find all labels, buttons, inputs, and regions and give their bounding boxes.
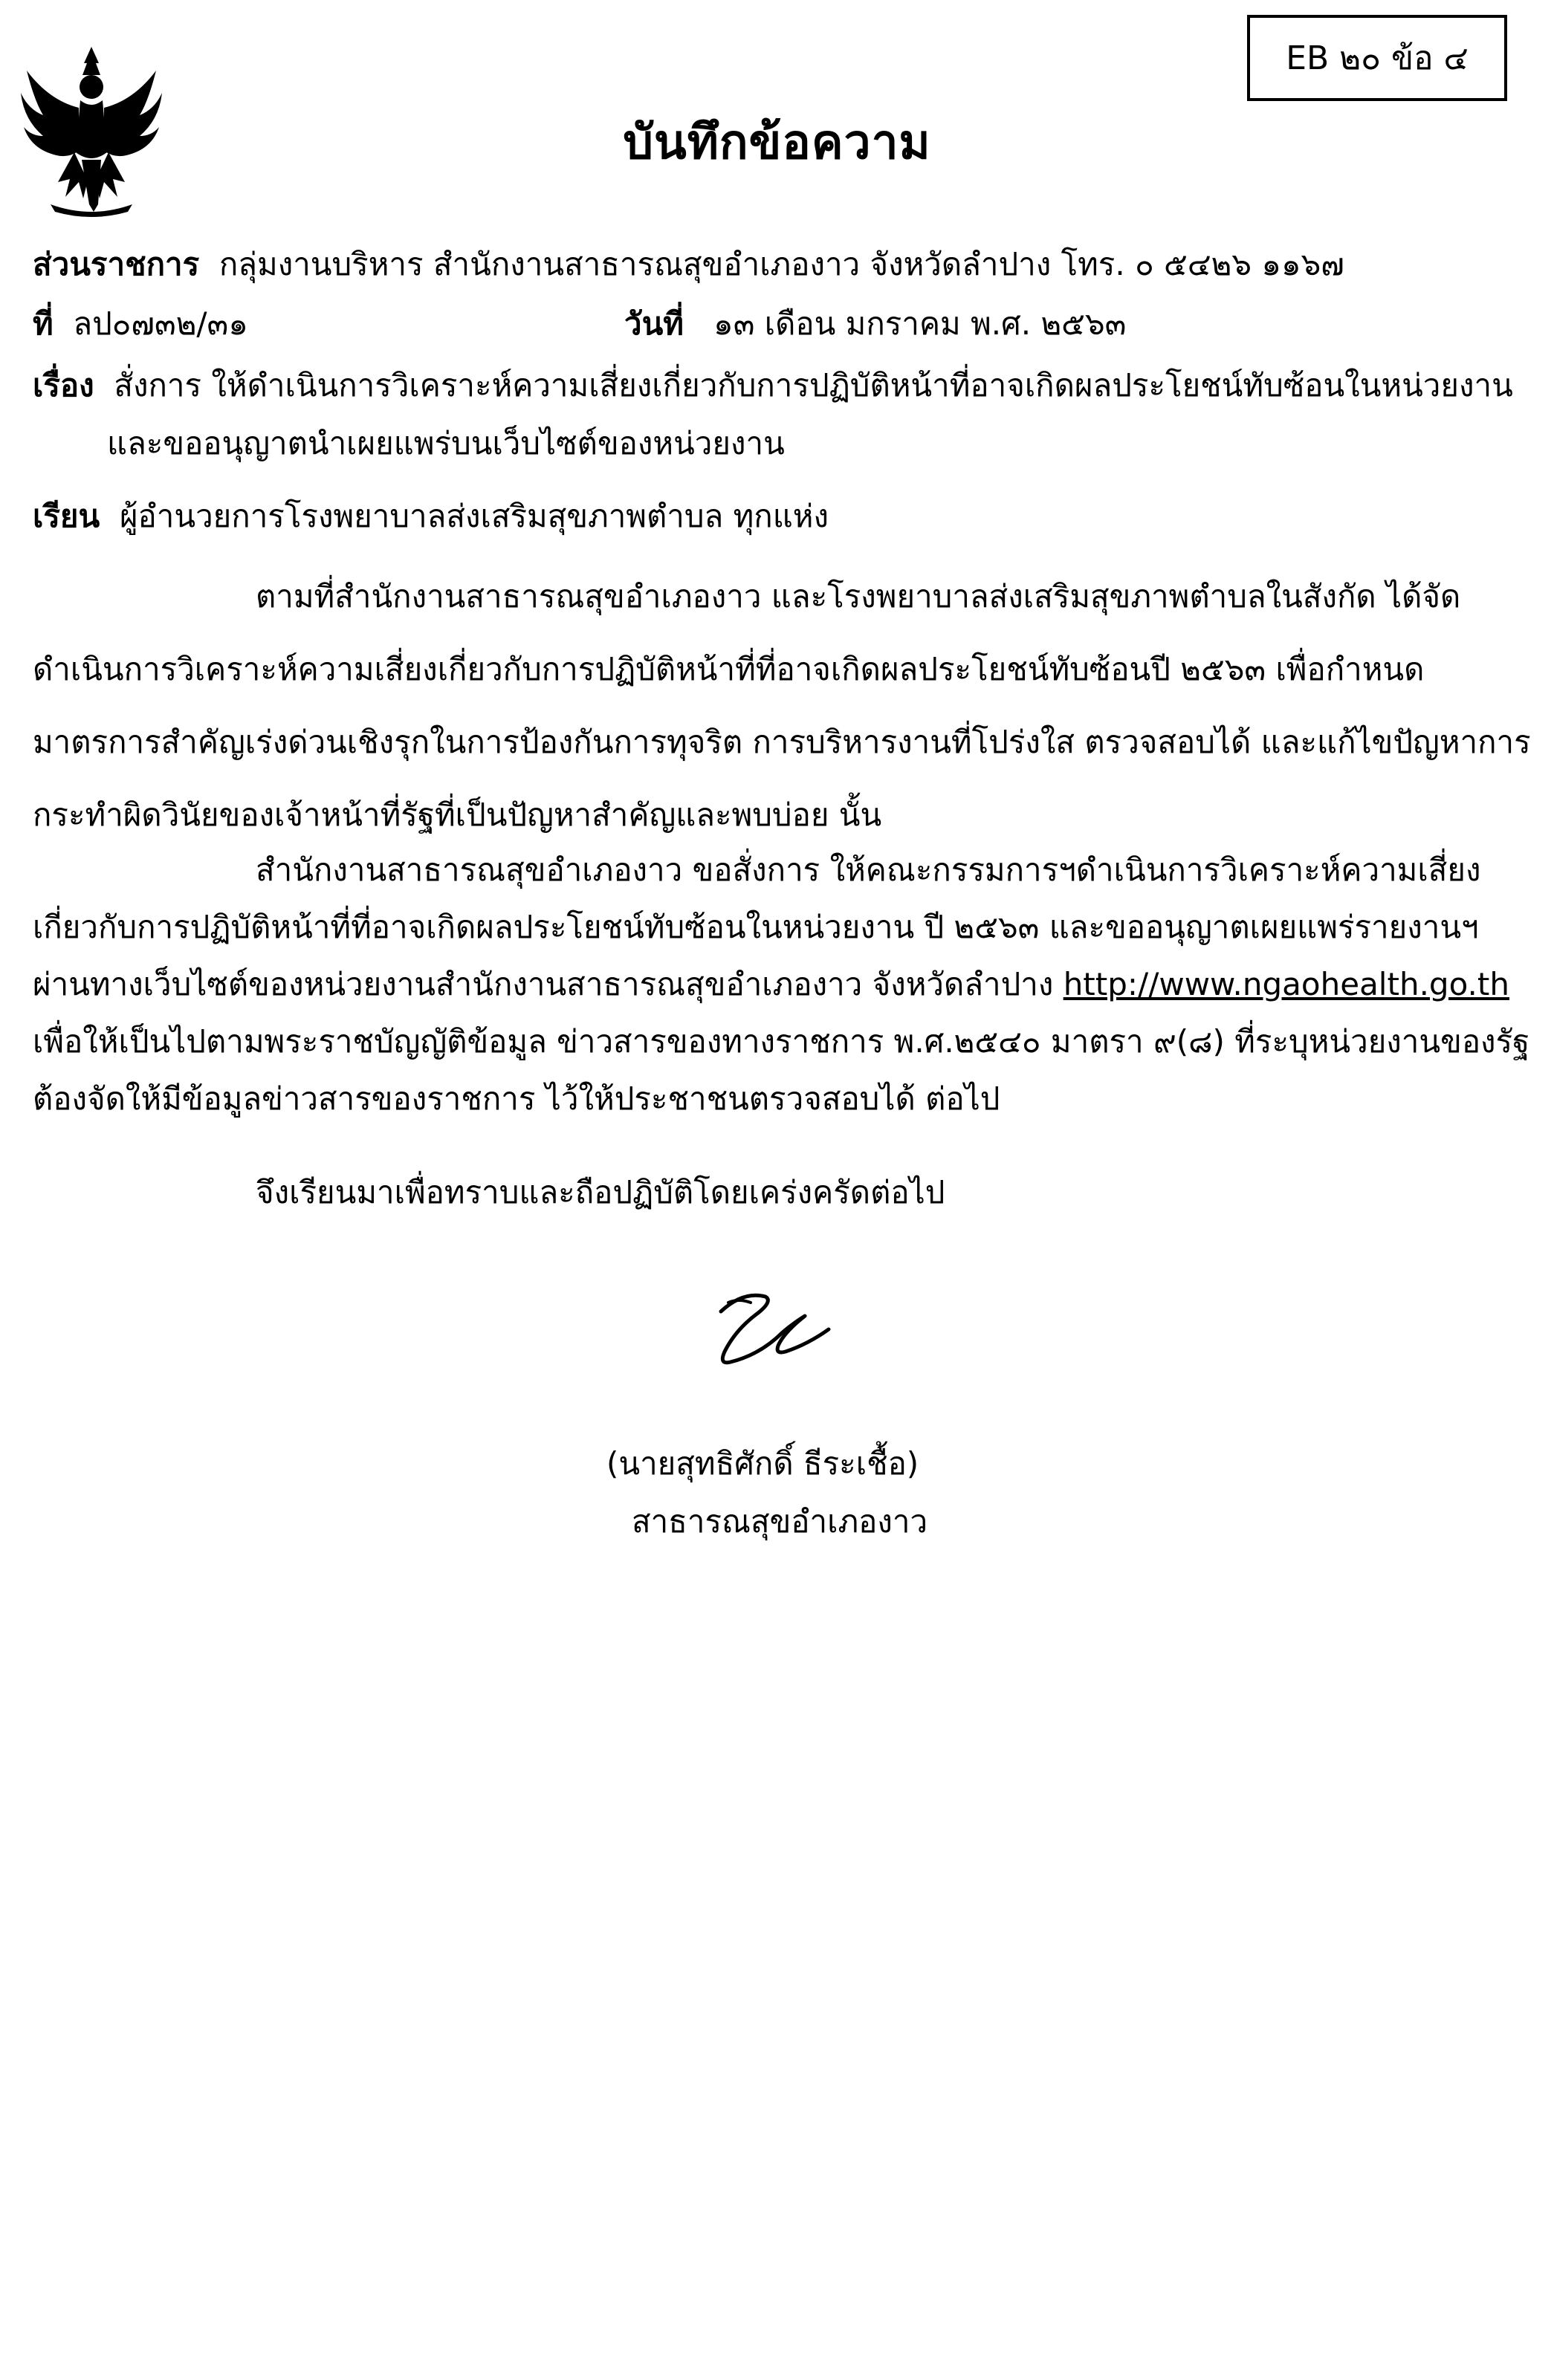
reference-text: EB ๒๐ ข้อ ๔ <box>1286 39 1469 77</box>
signer-name: (นายสุทธิศักดิ์ ธีระเชื้อ) <box>606 1445 919 1482</box>
paragraph-2 <box>33 841 1530 1127</box>
subject-label: เรื่อง <box>33 367 94 403</box>
subject-value: สั่งการ ให้ดำเนินการวิเคราะห์ความเสี่ยงเกี่ยวกับการปฏิบัติหน้าที่อาจเกิดผลประโยชน์ทับซ้อนในหน่วยงาน <box>114 367 1513 403</box>
agency-label: ส่วนราชการ <box>33 246 200 282</box>
recipient-label: เรียน <box>33 498 100 534</box>
paragraph-line: กระทำผิดวินัยของเจ้าหน้าที่รัฐที่เป็นปัญหาสำคัญและพบบ่อย นั้น <box>33 797 882 833</box>
paragraph-line: เพื่อให้เป็นไปตามพระราชบัญญัติข้อมูล ข่าวสารของทางราชการ พ.ศ.๒๕๔๐ มาตรา ๙(๘) ที่ระบุหน่วยงานของรัฐ <box>33 1023 1530 1060</box>
paragraph-line: ดำเนินการวิเคราะห์ความเสี่ยงเกี่ยวกับการปฏิบัติหน้าที่ที่อาจเกิดผลประโยชน์ทับซ้อนปี ๒๕๖๓ เพื่อกำหนด <box>33 651 1425 687</box>
agency-line <box>33 240 1344 289</box>
recipient-line <box>33 492 829 541</box>
date-value: ๑๓ เดือน มกราคม พ.ศ. ๒๕๖๓ <box>713 305 1127 342</box>
paragraph-line-text: ผ่านทางเว็บไซต์ของหน่วยงานสำนักงานสาธารณสุขอำเภองาว จังหวัดลำปาง <box>33 966 1063 1002</box>
date-label: วันที่ <box>624 305 684 342</box>
website-link[interactable]: http://www.ngaohealth.go.th <box>1063 966 1509 1002</box>
paragraph-line: สำนักงานสาธารณสุขอำเภองาว ขอสั่งการ ให้คณะกรรมการฯดำเนินการวิเคราะห์ความเสี่ยง <box>256 852 1481 888</box>
recipient-value: ผู้อำนวยการโรงพยาบาลส่งเสริมสุขภาพตำบล ทุกแห่ง <box>119 498 829 534</box>
subject-continuation: และขออนุญาตนำเผยแพร่บนเว็บไซต์ของหน่วยงาน <box>107 425 785 461</box>
paragraph-line: มาตรการสำคัญเร่งด่วนเชิงรุกในการป้องกันการทุจริต การบริหารงานที่โปร่งใส ตรวจสอบได้ และแก้ไขปัญหาการ <box>33 724 1531 760</box>
paragraph-line: ตามที่สำนักงานสาธารณสุขอำเภองาว และโรงพยาบาลส่งเสริมสุขภาพตำบลในสังกัด ได้จัด <box>256 578 1461 615</box>
subject-line <box>33 361 1513 410</box>
paragraph-line: ต้องจัดให้มีข้อมูลข่าวสารของราชการ ไว้ให้ประชาชนตรวจสอบได้ ต่อไป <box>33 1080 1000 1117</box>
doc-number-label: ที่ <box>33 305 54 342</box>
closing-line: จึงเรียนมาเพื่อทราบและถือปฏิบัติโดยเคร่งครัดต่อไป <box>256 1174 945 1210</box>
doc-number-line <box>33 299 248 348</box>
date-line <box>624 299 1126 348</box>
signer-position: สาธารณสุขอำเภองาว <box>632 1503 928 1540</box>
agency-value: กลุ่มงานบริหาร สำนักงานสาธารณสุขอำเภองาว จังหวัดลำปาง โทร. ๐ ๕๔๒๖ ๑๑๖๗ <box>218 246 1344 282</box>
paragraph-line: เกี่ยวกับการปฏิบัติหน้าที่ที่อาจเกิดผลประโยชน์ทับซ้อนในหน่วยงาน ปี ๒๕๖๓ และขออนุญาตเผยแพร่รายงานฯ <box>33 909 1479 945</box>
handwritten-signature <box>691 1282 840 1401</box>
paragraph-line-with-link <box>33 956 1509 1013</box>
doc-number-value: ลป๐๗๓๒/๓๑ <box>73 305 248 342</box>
document-title: บันทึกข้อความ <box>623 115 931 170</box>
reference-box <box>1247 15 1507 101</box>
paragraph-1 <box>33 560 1531 852</box>
